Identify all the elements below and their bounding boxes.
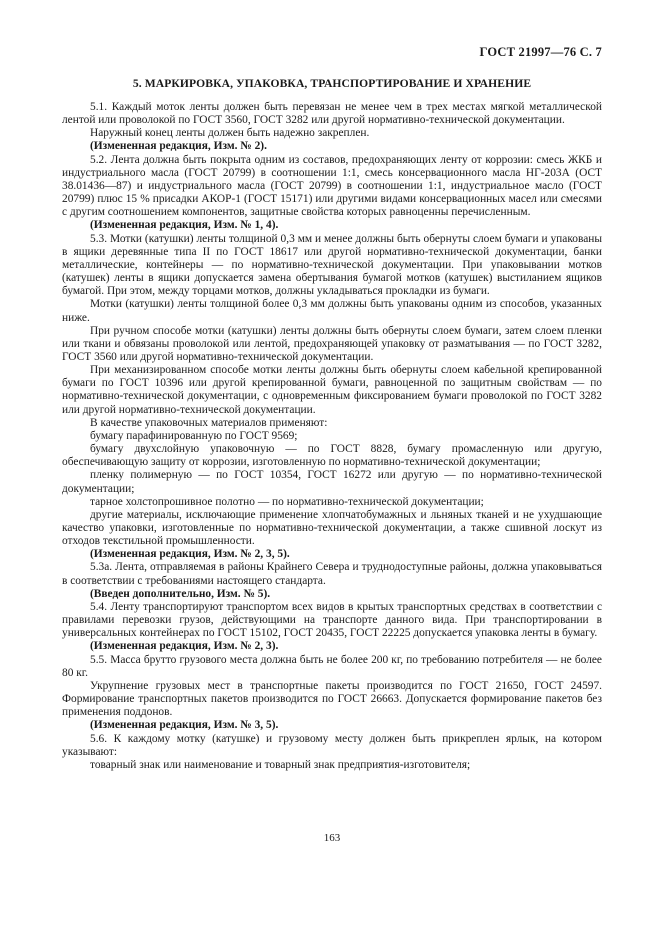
paragraph: 5.6. К каждому мотку (катушке) и грузовому месту должен быть прикреплен ярлык, на котором указывают: bbox=[62, 732, 602, 758]
paragraph: 5.3. Мотки (катушки) ленты толщиной 0,3 мм и менее должны быть обернуты слоем бумаги и упакованы в ящики деревянные типа II по ГОСТ 18617 или другой нормативно-технической документации, банки металлические, контейнеры — по нормативно-технической документации. При упаковывании мотков (катушек) ленты в ящики допускается замена обертывания бумагой мотков (катушек) выстиланием ящиков бумагой. При этом, между торцами мотков, должны укладываться прокладки из бумаги. bbox=[62, 232, 602, 298]
amendment-note: (Измененная редакция, Изм. № 2, 3). bbox=[90, 640, 279, 653]
paragraph: 5.3а. Лента, отправляемая в районы Крайнего Севера и труднодоступные районы, должна упаковываться в соответствии с требованиями настоящего стандарта. bbox=[62, 561, 602, 587]
paragraph: Наружный конец ленты должен быть надежно закреплен. bbox=[90, 127, 370, 140]
amendment-note: (Введен дополнительно, Изм. № 5). bbox=[90, 587, 271, 600]
paragraph: Мотки (катушки) ленты толщиной более 0,3 мм должны быть упакованы одним из способов, указанных ниже. bbox=[62, 298, 602, 324]
page-header: ГОСТ 21997—76 С. 7 bbox=[479, 45, 602, 59]
page-number: 163 bbox=[323, 832, 341, 844]
amendment-note: (Измененная редакция, Изм. № 3, 5). bbox=[90, 719, 279, 732]
section-title: 5. МАРКИРОВКА, УПАКОВКА, ТРАНСПОРТИРОВАНИЕ И ХРАНЕНИЕ bbox=[132, 77, 532, 90]
paragraph: другие материалы, исключающие применение хлопчатобумажных и льняных тканей и не ухудшающие качество упаковки, изготовленные по нормативно-технической документации, а также сшивной лоскут из отходов текстильной промышленности. bbox=[62, 508, 602, 548]
amendment-note: (Измененная редакция, Изм. № 2). bbox=[90, 140, 267, 153]
paragraph: бумагу парафинированную по ГОСТ 9569; bbox=[90, 429, 298, 442]
amendment-note: (Измененная редакция, Изм. № 1, 4). bbox=[90, 219, 279, 232]
paragraph: 5.1. Каждый моток ленты должен быть перевязан не менее чем в трех местах мягкой металлической лентой или проволокой по ГОСТ 3560, ГОСТ 3282 или другой нормативно-технической документации. bbox=[62, 101, 602, 127]
paragraph: товарный знак или наименование и товарный знак предприятия-изготовителя; bbox=[90, 758, 471, 771]
paragraph: В качестве упаковочных материалов применяют: bbox=[90, 416, 328, 429]
paragraph: тарное холстопрошивное полотно — по нормативно-технической документации; bbox=[90, 495, 484, 508]
paragraph: 5.5. Масса брутто грузового места должна быть не более 200 кг, по требованию потребителя — не более 80 кг. bbox=[62, 653, 602, 679]
section-body bbox=[62, 101, 602, 772]
paragraph: При ручном способе мотки (катушки) ленты должны быть обернуты слоем бумаги, затем слоем пленки или ткани и обвязаны проволокой или лентой, предохраняющей упаковку от разматывания — по ГОСТ 3282, ГОСТ 3560 или другой нормативно-технической документации. bbox=[62, 324, 602, 363]
paragraph: При механизированном способе мотки ленты должны быть обернуты слоем кабельной крепированной бумаги по ГОСТ 10396 или другой крепированной бумаги, равноценной по защитным свойствам — по нормативно-технической документации, с одновременным фиксированием бумаги проволокой по ГОСТ 3282 или другой нормативно-технической документации. bbox=[62, 364, 602, 416]
paragraph: 5.2. Лента должна быть покрыта одним из составов, предохраняющих ленту от коррозии: смесь ЖКБ и индустриального масла (ГОСТ 20799) в соотношении 1:1, смесь консервационного масла НГ-203А (ОСТ 38.01436—87) и индустриального масла (ГОСТ 20799) в соотношении 1:1, индустриальное масло (ГОСТ 20799) плюс 15 % присадки АКОР-1 (ГОСТ 15171) или другими видами консервационных масел или смесями с другим соотношением компонентов, защитные свойства которых равноценны перечисленным. bbox=[62, 153, 602, 219]
paragraph: бумагу двухслойную упаковочную — по ГОСТ 8828, бумагу промасленную или другую, обеспечивающую защиту от коррозии, изготовленную по нормативно-технической документации; bbox=[62, 443, 602, 469]
amendment-note: (Измененная редакция, Изм. № 2, 3, 5). bbox=[90, 548, 290, 561]
paragraph: 5.4. Ленту транспортируют транспортом всех видов в крытых транспортных средствах в соответствии с правилами перевозки грузов, действующими на транспорте данного вида. При транспортировании в универсальных контейнерах по ГОСТ 15102, ГОСТ 20435, ГОСТ 22225 допускается упаковка ленты в бумагу. bbox=[62, 600, 602, 640]
document-page bbox=[62, 0, 602, 936]
paragraph: Укрупнение грузовых мест в транспортные пакеты производится по ГОСТ 21650, ГОСТ 24597. Формирование транспортных пакетов производится по ГОСТ 26663. Допускается формирование пакетов без применения поддонов. bbox=[62, 679, 602, 719]
paragraph: пленку полимерную — по ГОСТ 10354, ГОСТ 16272 или другую — по нормативно-технической документации; bbox=[62, 469, 602, 495]
